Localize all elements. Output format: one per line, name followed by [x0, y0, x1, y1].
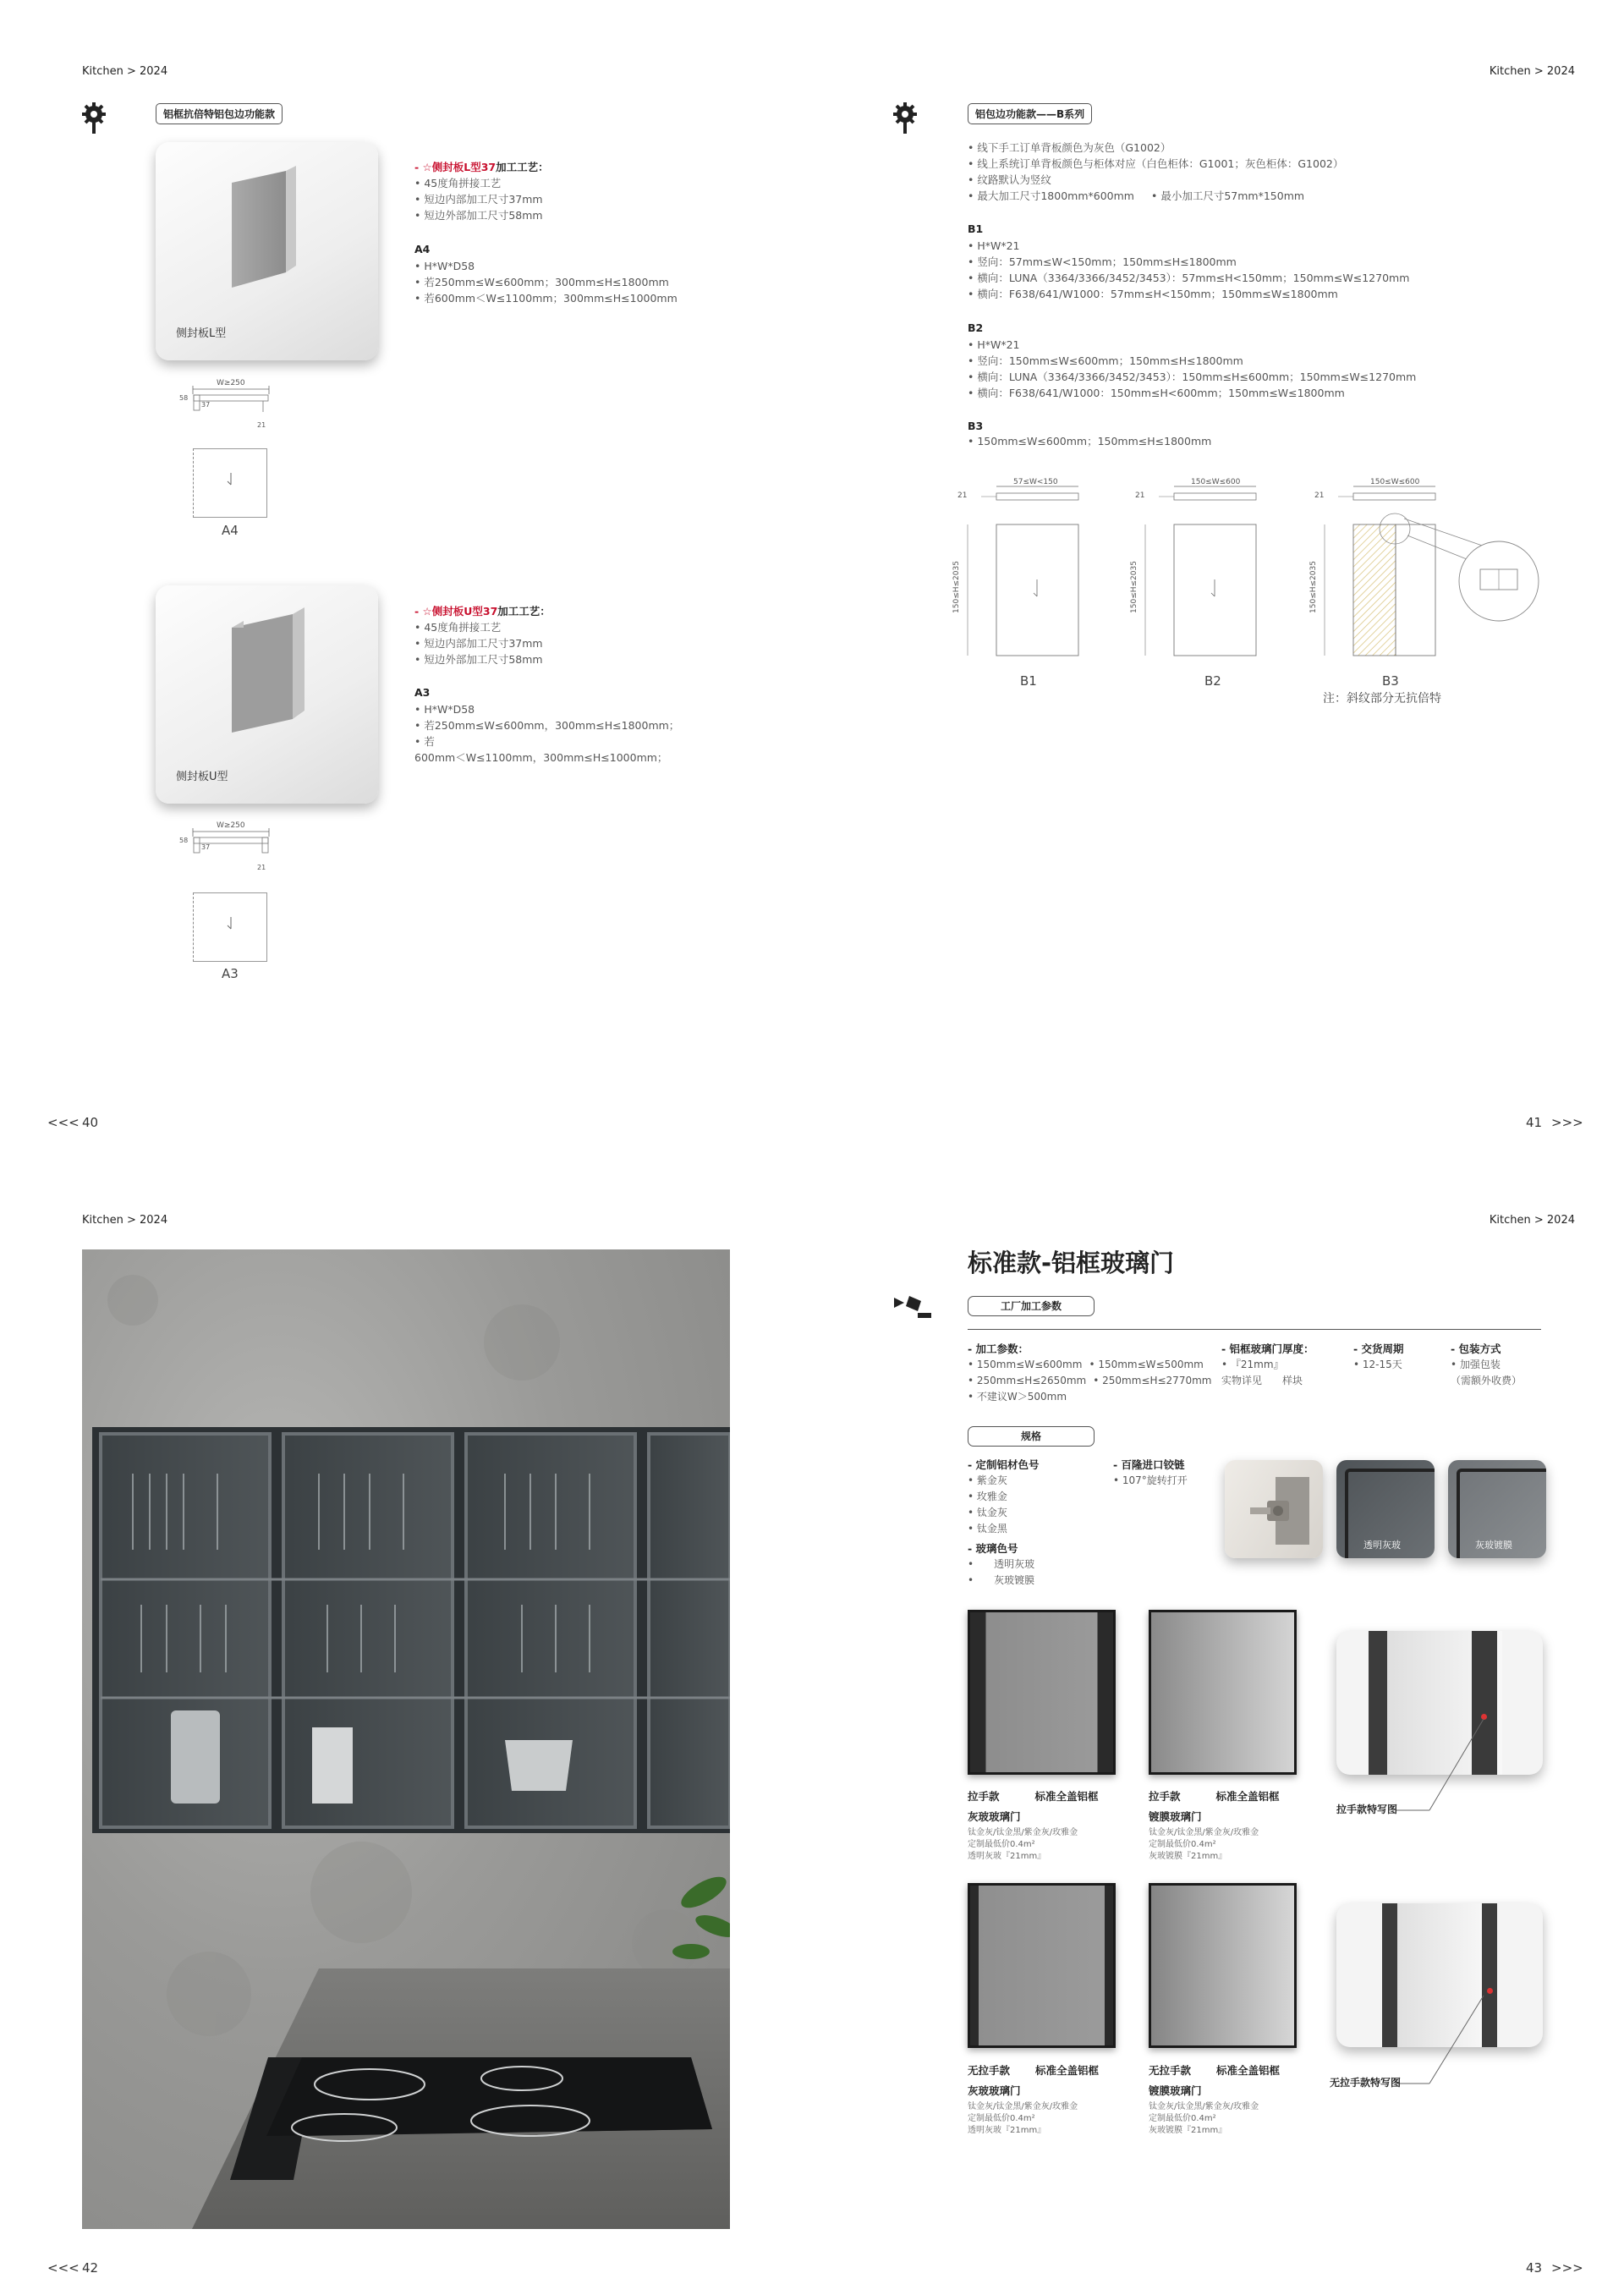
params-col3 — [1353, 1341, 1404, 1373]
dim-height: 150≤H≤2035 — [952, 561, 961, 613]
dim-height: 150≤H≤2035 — [1309, 561, 1318, 613]
list-item: • 若600mm＜W≤1100mm；300mm≤H≤1000mm — [414, 292, 678, 305]
desc-glass: 镀膜玻璃门 — [1149, 1810, 1202, 1823]
list-item: • H*W*D58 — [414, 260, 475, 272]
b2-diagram — [1129, 478, 1260, 660]
l-title-black: 加工工艺： — [496, 161, 549, 173]
list-item: 实物详见 样块 — [1221, 1375, 1303, 1386]
desc-glass: 灰玻玻璃门 — [968, 2084, 1021, 2097]
desc-type: 拉手款 — [1149, 1790, 1181, 1803]
u-title-black: 加工工艺： — [497, 605, 551, 618]
dim-21: 21 — [257, 421, 266, 429]
page-header: Kitchen > 2024 — [1489, 65, 1575, 78]
section-tag: 铝包边功能款——B系列 — [968, 103, 1092, 124]
dim-width: 150≤W≤600 — [1191, 478, 1241, 486]
list-item: • H*W*21 — [968, 338, 1020, 351]
door-desc-3 — [968, 2061, 1137, 2137]
list-item: • 若250mm≤W≤600mm；300mm≤H≤1800mm — [414, 276, 669, 288]
col-head: - 铝框玻璃门厚度： — [1221, 1342, 1314, 1355]
a3-label: A3 — [222, 966, 239, 981]
desc-line: 灰玻镀膜『21mm』 — [1149, 2126, 1227, 2135]
dim-21: 21 — [1314, 491, 1325, 500]
door-desc-2 — [1149, 1787, 1318, 1863]
params-col2 — [1221, 1341, 1314, 1389]
max-size: • 最大加工尺寸1800mm*600mm — [968, 189, 1134, 202]
desc-frame: 标准全盖铝框 — [1035, 2064, 1100, 2077]
l-red-title — [414, 159, 549, 174]
a4-section-diagram — [179, 379, 276, 433]
list-item: • 12-15天 — [1353, 1359, 1402, 1370]
col-head: - 包装方式 — [1451, 1342, 1501, 1355]
list-item: 600mm＜W≤1100mm，300mm≤H≤1000mm； — [414, 751, 668, 764]
dim-58: 58 — [179, 837, 189, 844]
list-item: • 线下手工订单背板颜色为灰色（G1002） — [968, 141, 1171, 154]
next-page-arrow[interactable]: >>> — [1551, 2260, 1583, 2273]
dim-height: 150≤H≤2035 — [1129, 561, 1138, 613]
b2-label: B2 — [1204, 673, 1221, 689]
alu-colors — [968, 1457, 1040, 1589]
desc-line: 定制最低价0.4m² — [968, 2114, 1035, 2123]
b3-list — [968, 433, 1211, 449]
swatch-label: 灰玻镀膜 — [1475, 1540, 1512, 1551]
b1-diagram — [952, 478, 1083, 660]
door-nohandle-gray — [968, 1883, 1116, 2048]
prev-page-arrow[interactable]: <<< — [47, 1115, 80, 1130]
desc-line: 灰玻镀膜『21mm』 — [1149, 1852, 1227, 1861]
b1-title: B1 — [968, 222, 984, 235]
list-item: • 线上系统订单背板颜色与柜体对应（白色柜体：G1001；灰色柜体：G1002） — [968, 157, 1344, 170]
door-nohandle-coated — [1149, 1883, 1297, 2048]
desc-line: 定制最低价0.4m² — [1149, 1840, 1216, 1849]
list-item: • 150mm≤W≤600mm；150mm≤H≤1800mm — [968, 435, 1212, 447]
a3-section-diagram — [179, 821, 276, 876]
page-number: 41 — [1526, 1115, 1543, 1130]
col-head: - 交货周期 — [1353, 1342, 1404, 1355]
desc-frame: 标准全盖铝框 — [1216, 2064, 1281, 2077]
list-item: • 加强包装 — [1451, 1359, 1501, 1370]
door-handle-gray — [968, 1610, 1116, 1775]
b2-list — [968, 337, 1416, 401]
desc-frame: 标准全盖铝框 — [1034, 1790, 1099, 1803]
page-number: 42 — [82, 2260, 99, 2273]
door-handle-coated — [1149, 1610, 1297, 1775]
hinge-photo — [1225, 1460, 1323, 1558]
desc-line: 定制最低价0.4m² — [1149, 2114, 1216, 2123]
prev-page-arrow[interactable]: <<< — [47, 2260, 80, 2273]
list-item: • 『21mm』 — [1221, 1359, 1284, 1370]
settings-gear-icon — [892, 102, 918, 139]
card-label: 侧封板L型 — [176, 327, 227, 340]
list-item: • 250mm≤H≤2650mm • 250mm≤H≤2770mm — [968, 1375, 1212, 1386]
list-item: • 若250mm≤W≤600mm，300mm≤H≤1800mm； — [414, 719, 680, 732]
list-item: • 横向：F638/641/W1000：150mm≤H<600mm；150mm≤W≤1800mm — [968, 387, 1345, 399]
dim-37: 37 — [201, 843, 211, 851]
col-head: - 玻璃色号 — [968, 1542, 1018, 1555]
params-col1 — [968, 1341, 1211, 1405]
page-header: Kitchen > 2024 — [1489, 1214, 1575, 1227]
settings-gear-icon — [81, 102, 107, 139]
card-label: 侧封板U型 — [176, 771, 228, 783]
u-red-title — [414, 603, 551, 618]
swatch-clear-gray — [1336, 1460, 1435, 1558]
desc-frame: 标准全盖铝框 — [1215, 1790, 1280, 1803]
list-item: • 150mm≤W≤600mm • 150mm≤W≤500mm — [968, 1359, 1204, 1370]
desc-line: 透明灰玻『21mm』 — [968, 2126, 1046, 2135]
b3-title: B3 — [968, 420, 984, 432]
page-header: Kitchen > 2024 — [82, 1214, 168, 1227]
list-item: • 钛金灰 — [968, 1507, 1007, 1518]
door-desc-1 — [968, 1787, 1137, 1863]
page-number: 40 — [82, 1115, 99, 1130]
detail-label: 无拉手款特写图 — [1330, 2077, 1402, 2089]
a3-front-diagram — [193, 892, 267, 962]
kitchen-photo — [82, 1249, 730, 2229]
a3-title: A3 — [414, 686, 431, 699]
list-item: • 短边外部加工尺寸58mm — [414, 209, 543, 222]
dim-width: 57≤W<150 — [1013, 478, 1058, 486]
page-number: 43 — [1526, 2260, 1543, 2273]
dim-width: 150≤W≤600 — [1370, 478, 1420, 486]
spec-tag: 规格 — [968, 1426, 1095, 1447]
dim-21: 21 — [257, 864, 266, 871]
dim-21: 21 — [1135, 491, 1145, 500]
b3-diagram — [1309, 478, 1541, 660]
list-item: • 短边内部加工尺寸37mm — [414, 637, 543, 650]
list-item: • 短边内部加工尺寸37mm — [414, 193, 543, 206]
a4-list — [414, 258, 678, 306]
u-panel-image — [228, 602, 313, 734]
list-item: • H*W*21 — [968, 239, 1020, 252]
desc-line: 钛金灰/钛金黑/紫金灰/玫雅金 — [1149, 2102, 1259, 2111]
list-item: （需额外收费） — [1451, 1375, 1522, 1386]
desc-line: 钛金灰/钛金黑/紫金灰/玫雅金 — [968, 1828, 1078, 1837]
list-item: • 短边外部加工尺寸58mm — [414, 653, 543, 666]
door-desc-4 — [1149, 2061, 1318, 2137]
a4-label: A4 — [222, 523, 239, 538]
b1-label: B1 — [1020, 673, 1037, 689]
page-header: Kitchen > 2024 — [82, 65, 168, 78]
list-item: • 灰玻镀膜 — [968, 1574, 1035, 1586]
list-item — [968, 188, 1343, 204]
detail-label: 拉手款特写图 — [1336, 1804, 1398, 1815]
l-panel-image — [228, 162, 303, 289]
section-tag: 铝框抗倍特铝包边功能款 — [156, 103, 283, 124]
b3-label: B3 — [1382, 673, 1399, 689]
list-item: • 107°旋转打开 — [1113, 1474, 1188, 1486]
desc-line: 钛金灰/钛金黑/紫金灰/玫雅金 — [968, 2102, 1078, 2111]
min-size: • 最小加工尺寸57mm*150mm — [1150, 189, 1305, 202]
desc-glass: 镀膜玻璃门 — [1149, 2084, 1202, 2097]
b1-list — [968, 238, 1409, 302]
list-item: • 横向：LUNA（3364/3366/3452/3453）：57mm≤H<150mm；150mm≤W≤1270mm — [968, 272, 1410, 284]
list-item: • 45度角拼接工艺 — [414, 621, 502, 634]
desc-line: 定制最低价0.4m² — [968, 1840, 1035, 1849]
desc-line: 透明灰玻『21mm』 — [968, 1852, 1046, 1861]
callout-line — [1396, 1716, 1489, 1817]
callout-line — [1396, 1992, 1489, 2094]
l-process-list — [414, 175, 543, 223]
dim-58: 58 — [179, 394, 189, 402]
list-item: • 紫金灰 — [968, 1474, 1007, 1486]
divider — [968, 1329, 1541, 1330]
list-item: • 钛金黑 — [968, 1523, 1007, 1535]
desc-glass: 灰玻玻璃门 — [968, 1810, 1021, 1823]
l-title-red: - ☆侧封板L型37 — [414, 161, 497, 173]
list-item: • 竖向：150mm≤W≤600mm；150mm≤H≤1800mm — [968, 354, 1243, 367]
desc-line: 钛金灰/钛金黑/紫金灰/玫雅金 — [1149, 1828, 1259, 1837]
params-col4 — [1451, 1341, 1522, 1389]
measure-icon — [892, 1294, 933, 1323]
desc-type: 拉手款 — [968, 1790, 1000, 1803]
list-item: • 若 — [414, 735, 435, 748]
a4-title: A4 — [414, 243, 431, 255]
dim-w: W≥250 — [217, 379, 245, 387]
desc-type: 无拉手款 — [1149, 2064, 1192, 2077]
dim-w: W≥250 — [217, 821, 245, 830]
b3-note: 注：斜纹部分无抗倍特 — [1323, 692, 1441, 706]
list-item: • 45度角拼接工艺 — [414, 177, 502, 189]
a4-front-diagram — [193, 448, 267, 518]
list-item: • 横向：F638/641/W1000：57mm≤H<150mm；150mm≤W≤1800mm — [968, 288, 1338, 300]
dim-37: 37 — [201, 401, 211, 409]
product-card-u — [156, 585, 378, 804]
list-item: • H*W*D58 — [414, 703, 475, 716]
swatch-label: 透明灰玻 — [1363, 1540, 1401, 1551]
u-process-list — [414, 619, 543, 667]
a3-list — [414, 701, 679, 766]
b-intro-list — [968, 140, 1343, 204]
swatch-coated-gray — [1448, 1460, 1546, 1558]
list-item: • 横向：LUNA（3364/3366/3452/3453）：150mm≤H≤600mm；150mm≤W≤1270mm — [968, 371, 1417, 383]
dim-21: 21 — [957, 491, 968, 500]
list-item: • 透明灰玻 — [968, 1558, 1035, 1570]
list-item: • 玫雅金 — [968, 1491, 1007, 1502]
product-card-l — [156, 142, 378, 360]
list-item: • 不建议W＞500mm — [968, 1391, 1067, 1403]
col-head: - 定制铝材色号 — [968, 1458, 1040, 1471]
page-title: 标准款-铝框玻璃门 — [968, 1249, 1175, 1277]
col-head: - 百隆进口铰链 — [1113, 1458, 1185, 1471]
u-title-red: - ☆侧封板U型37 — [414, 605, 498, 618]
list-item: • 竖向：57mm≤W<150mm；150mm≤H≤1800mm — [968, 255, 1237, 268]
next-page-arrow[interactable]: >>> — [1551, 1115, 1583, 1130]
b2-title: B2 — [968, 321, 984, 334]
desc-type: 无拉手款 — [968, 2064, 1011, 2077]
hinge-info — [1113, 1457, 1188, 1489]
list-item: • 纹路默认为竖纹 — [968, 173, 1051, 186]
col-head: - 加工参数： — [968, 1342, 1029, 1355]
factory-params-tag: 工厂加工参数 — [968, 1296, 1095, 1316]
